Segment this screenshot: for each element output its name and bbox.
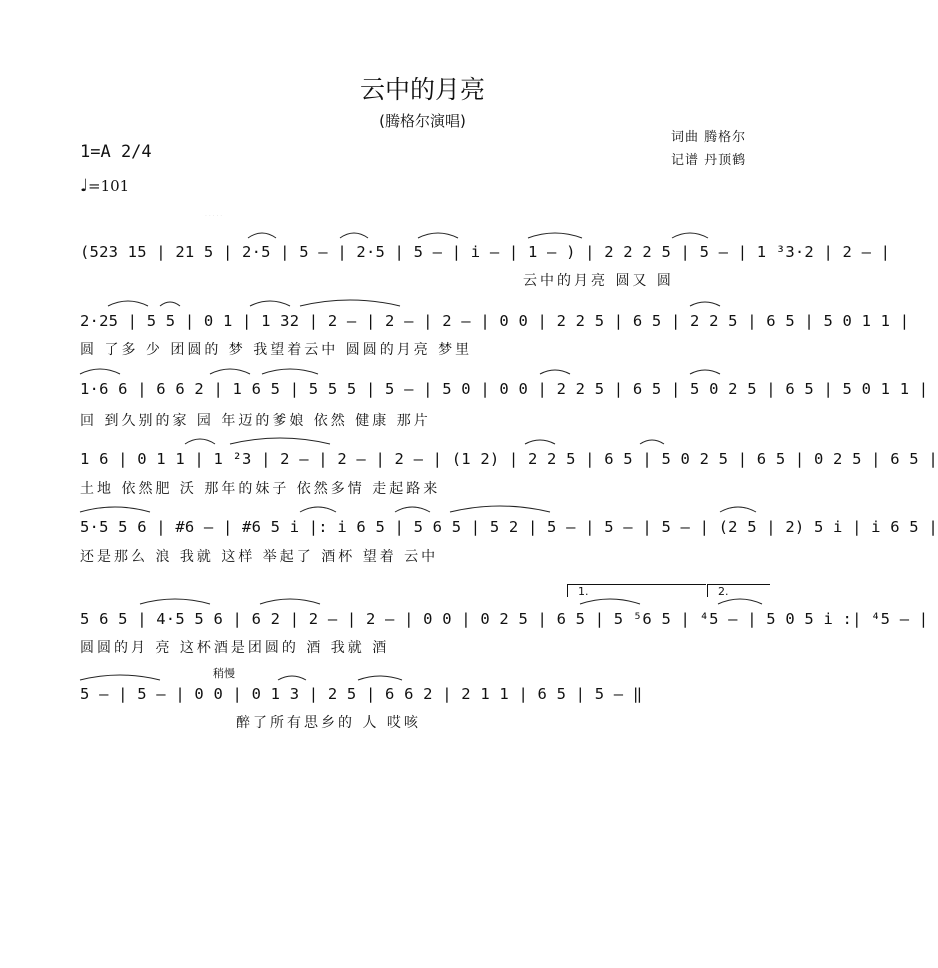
score-line-2-lyrics: 圆 了多 少 团圆的 梦 我望着云中 圆圆的月亮 梦里 — [80, 342, 473, 358]
score-line-5-notes: 5·5 5 6 | #6 – | #6 5 i |: i 6 5 | 5 6 5 | 5 2 | 5 – | 5 – | 5 – | (2 5 | 2) 5 i | i 6 5 | — [80, 518, 938, 536]
slur-arc — [718, 599, 762, 604]
score-line-3-lyrics: 回 到久别的家 园 年迈的爹娘 依然 健康 那片 — [80, 413, 431, 429]
slur-arc — [540, 370, 570, 374]
slur-arc — [300, 507, 336, 512]
score-line-1-lyrics: 云中的月亮 圆又 圆 — [523, 273, 674, 289]
slur-arc — [690, 302, 720, 306]
score-line-2-notes: 2·25 | 5 5 | 0 1 | 1 32 | 2 – | 2 – | 2 – | 0 0 | 2 2 5 | 6 5 | 2 2 5 | 6 5 | 5 0 1 1 | — [80, 312, 910, 330]
song-title: 云中的月亮 — [359, 75, 485, 104]
score-line-1-notes: (523 15 | 21 5 | 2·5 | 5 – | 2·5 | 5 – | i – | 1 – ) | 2 2 2 5 | 5 – | 1 ³3·2 | 2 – | — [80, 243, 891, 261]
slur-arc — [528, 233, 582, 238]
slur-arc — [418, 233, 458, 238]
lyrics-music-credit: 词曲 腾格尔 — [671, 130, 747, 145]
slur-arc — [80, 507, 150, 512]
slur-arc — [278, 676, 306, 680]
score-line-7-lyrics: 醉了所有思乡的 人 哎咳 — [236, 715, 421, 731]
slur-arc — [690, 370, 720, 374]
score-line-6-lyrics: 圆圆的月 亮 这杯酒是团圆的 酒 我就 酒 — [80, 640, 390, 656]
slur-arc — [248, 233, 276, 238]
score-line-6-notes: 5 6 5 | 4·5 5 6 | 6 2 | 2 – | 2 – | 0 0 | 0 2 5 | 6 5 | 5 ⁵6 5 | ⁴5 – | 5 0 5 i :| ⁴5 – | — [80, 610, 929, 628]
slow-tempo-marking: 稍慢 — [213, 667, 235, 680]
slur-arc — [720, 507, 756, 512]
key-time-signature: 1=A 2/4 — [80, 142, 152, 162]
transcriber-credit: 记谱 丹顶鹤 — [671, 153, 747, 168]
slur-arc — [358, 676, 402, 680]
score-line-4-notes: 1 6 | 0 1 1 | 1 ²3 | 2 – | 2 – | 2 – | (1 2) | 2 2 5 | 6 5 | 5 0 2 5 | 6 5 | 0 2 5 | 6 5 | — [80, 450, 938, 468]
score-line-5-lyrics: 还是那么 浪 我就 这样 举起了 酒杯 望着 云中 — [80, 549, 439, 565]
performer-subtitle: (腾格尔演唱) — [379, 112, 466, 130]
volta-second-ending: 2. — [707, 584, 770, 597]
slur-arc — [580, 599, 640, 604]
slur-arc — [525, 440, 555, 444]
slur-arc — [210, 369, 250, 374]
slur-arc — [108, 301, 148, 306]
score-line-3-notes: 1·6 6 | 6 6 2 | 1 6 5 | 5 5 5 | 5 – | 5 0 | 0 0 | 2 2 5 | 6 5 | 5 0 2 5 | 6 5 | 5 0 1 1 | — [80, 380, 929, 398]
slur-arc — [185, 439, 215, 444]
slur-arc — [80, 675, 160, 680]
slur-arc — [160, 302, 180, 306]
slur-arc — [230, 438, 330, 444]
slur-arc — [140, 599, 210, 604]
slur-arc — [340, 233, 368, 238]
slur-arc — [80, 369, 120, 374]
slur-arc — [395, 507, 430, 512]
score-line-4-lyrics: 土地 依然肥 沃 那年的妹子 依然多情 走起路来 — [80, 481, 441, 497]
watermark-dots: · · · · · — [205, 213, 223, 220]
slur-arc — [260, 599, 320, 604]
score-line-7-notes: 5 – | 5 – | 0 0 | 0 1 3 | 2 5 | 6 6 2 | 2 1 1 | 6 5 | 5 – ‖ — [80, 685, 643, 703]
slur-arc — [250, 301, 290, 306]
slur-arc — [450, 506, 550, 512]
volta-first-ending: 1. — [567, 584, 706, 597]
slur-arc — [262, 369, 318, 374]
quarter-note-icon: ♩ — [80, 176, 89, 196]
slur-arc — [672, 233, 708, 238]
slur-arc — [640, 440, 664, 444]
slur-arc — [300, 300, 400, 306]
tempo-value: =101 — [88, 177, 130, 195]
